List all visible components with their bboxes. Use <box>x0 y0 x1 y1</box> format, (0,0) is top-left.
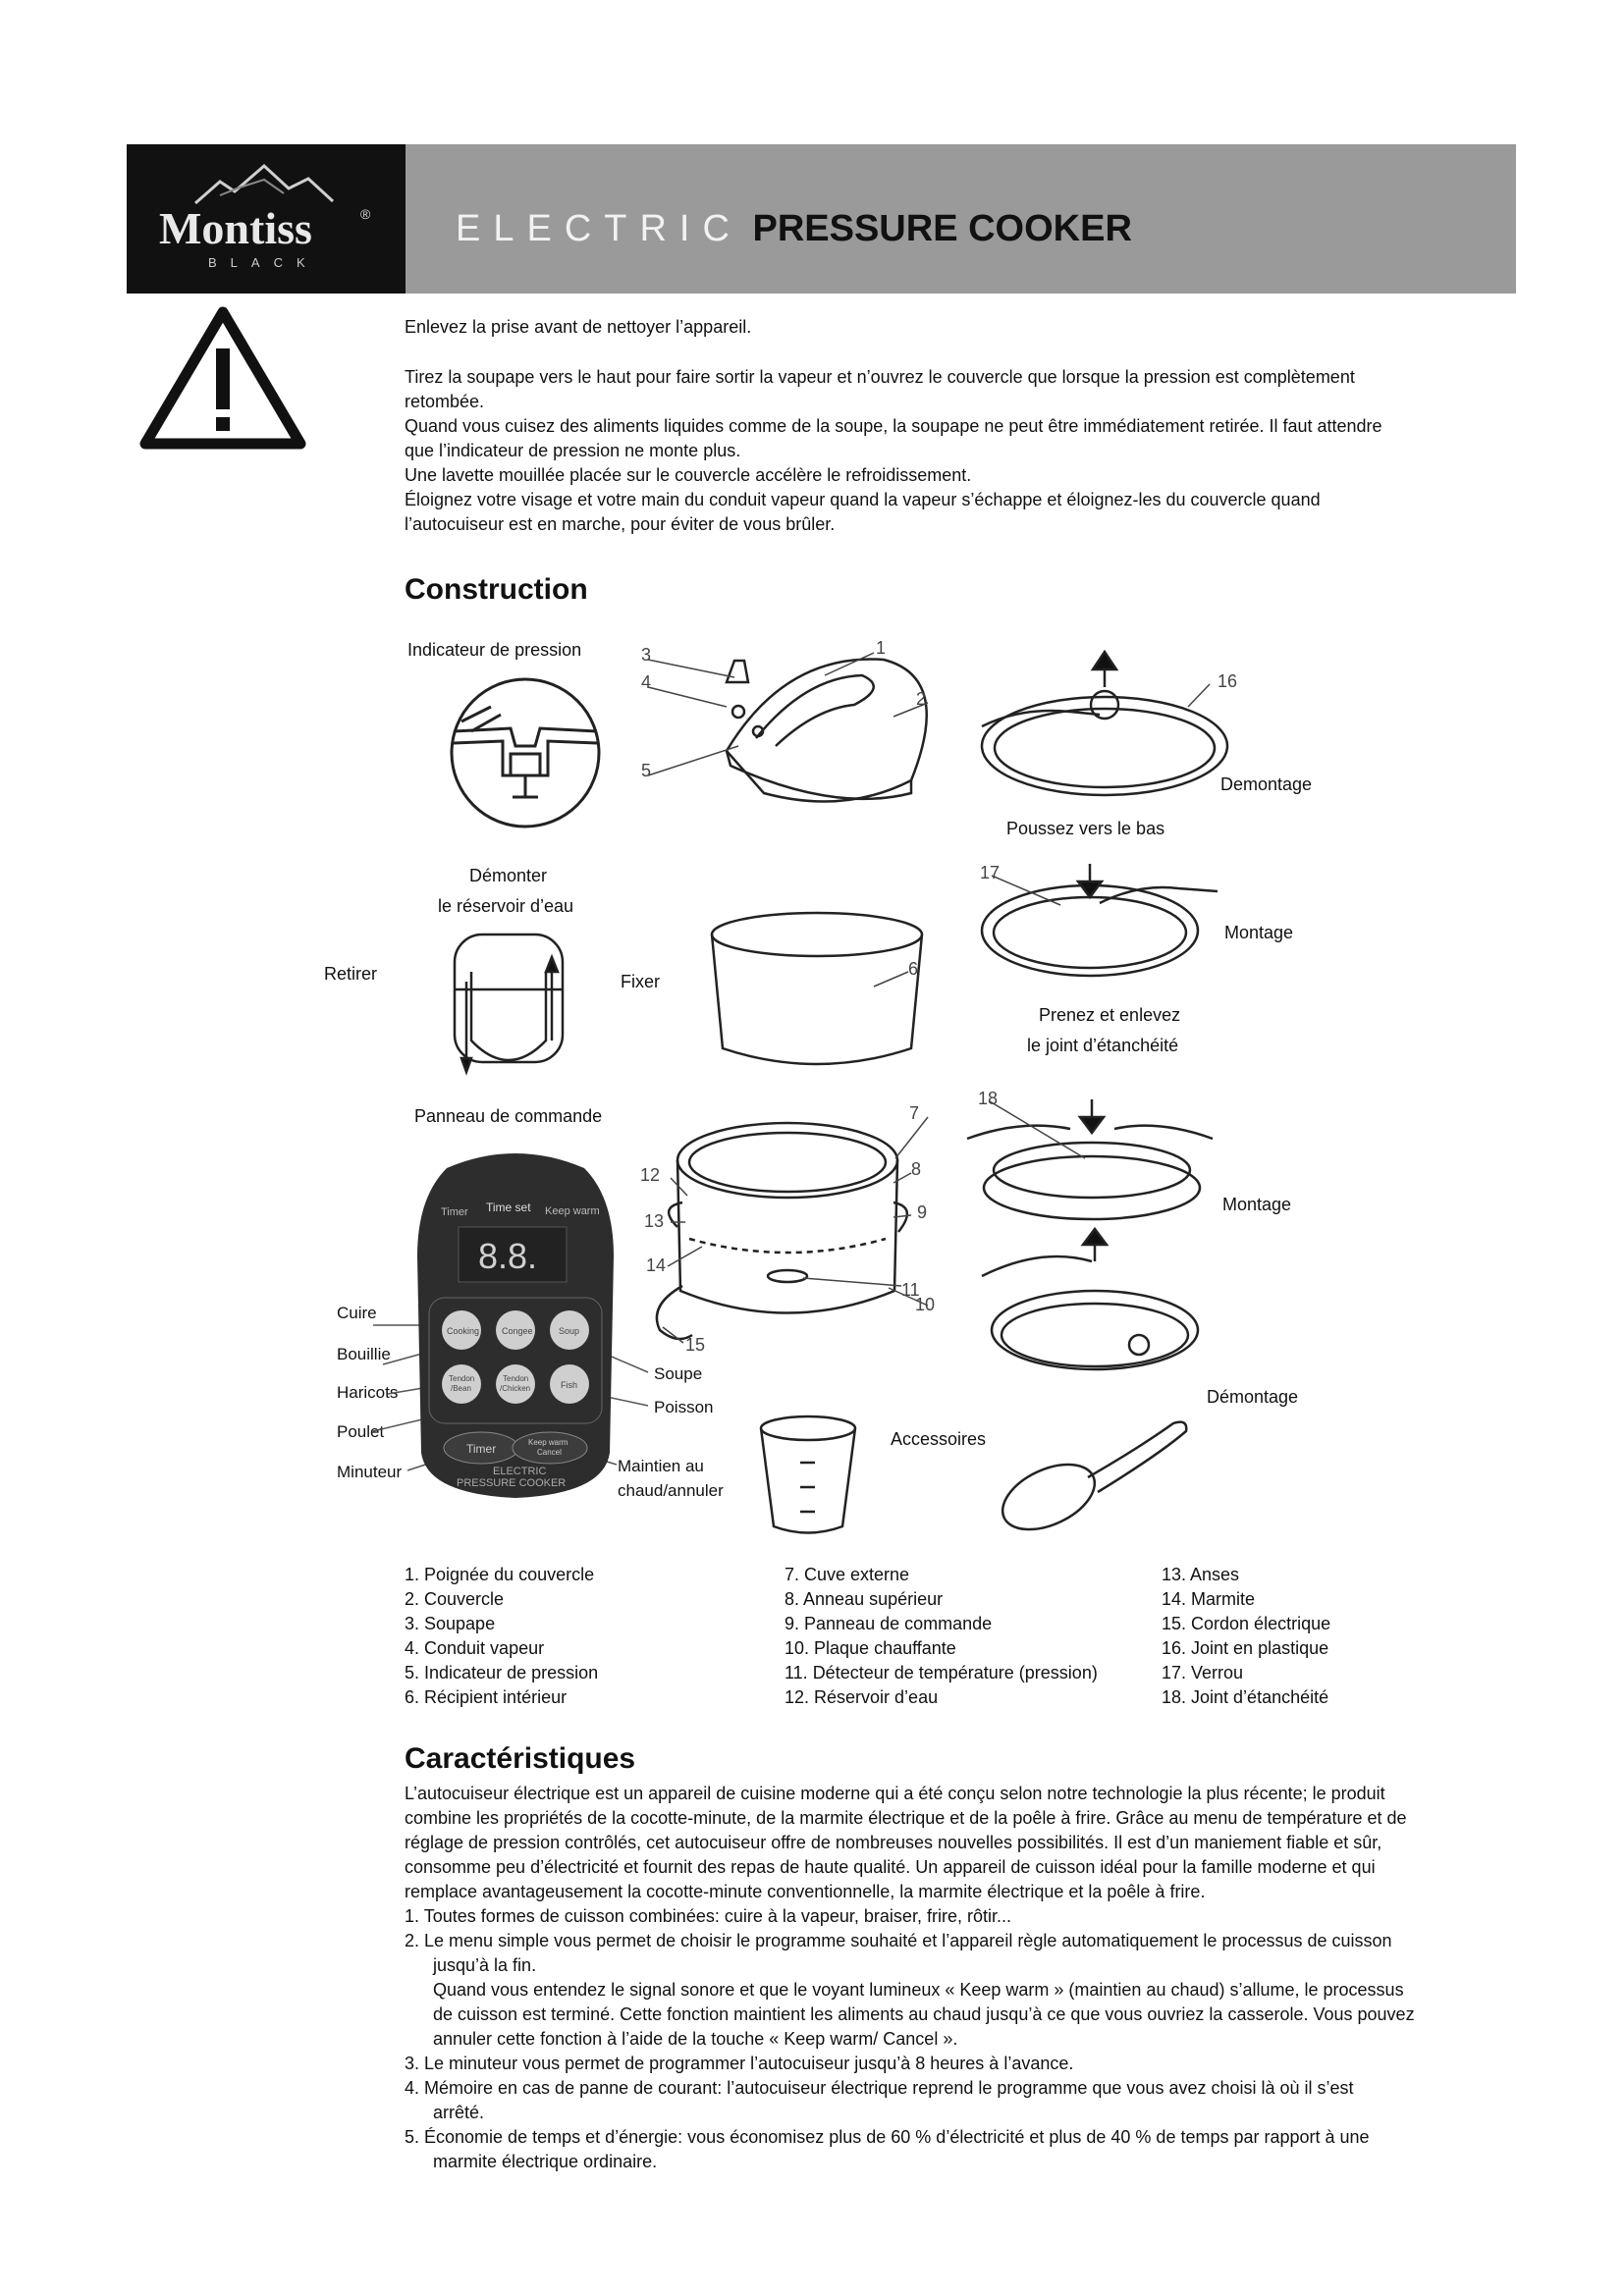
rice-spoon-drawing <box>993 1422 1186 1543</box>
soup-label: Soup <box>559 1326 580 1336</box>
label-maintien-1: Maintien au <box>618 1457 704 1475</box>
water-reservoir-drawing <box>455 934 563 1072</box>
features-line: réglage de pression contrôlés, cet autocuiseur offre de nombreuses nouvelles possibilités. Il est d’un maniement fiable et sûr, <box>405 1833 1382 1852</box>
label-maintien-2: chaud/annuler <box>618 1481 724 1500</box>
panel-keep-warm-label: Keep warm <box>545 1205 600 1217</box>
inner-pot-drawing <box>712 913 922 1064</box>
callout-5: 5 <box>641 761 652 780</box>
label-pressure-indicator: Indicateur de pression <box>407 640 582 660</box>
callout-3: 3 <box>641 645 652 665</box>
timer-button-label: Timer <box>466 1442 497 1456</box>
callout-10: 10 <box>915 1295 936 1314</box>
title-word-electric: ELECTRIC <box>456 208 742 249</box>
panel-display: 8.8. <box>478 1236 538 1276</box>
pressure-indicator-detail <box>452 679 599 827</box>
label-cuire: Cuire <box>337 1304 377 1322</box>
callout-11: 11 <box>901 1280 920 1300</box>
panel-time-set-label: Time set <box>486 1201 531 1214</box>
features-line: combine les propriétés de la cocotte-minute, de la marmite électrique et de la poêle à frire. Grâce au menu de température et de <box>405 1808 1407 1828</box>
warning-line: retombée. <box>405 392 485 411</box>
panel-brand-2: PRESSURE COOKER <box>457 1477 567 1489</box>
keep-warm-button-label-1: Keep warm <box>528 1438 568 1447</box>
features-line: annuler cette fonction à l’aide de la touche « Keep warm/ Cancel ». <box>433 2029 958 2049</box>
features-line: 5. Économie de temps et d’énergie: vous économisez plus de 60 % d’électricité et plus de 40 % de temps par rapport à une <box>405 2127 1370 2147</box>
callout-18: 18 <box>978 1089 999 1108</box>
sealing-demontage-drawing <box>982 652 1227 795</box>
callout-13: 13 <box>644 1211 665 1231</box>
callout-1: 1 <box>876 638 887 658</box>
label-haricots: Haricots <box>337 1383 399 1402</box>
label-accessoires: Accessoires <box>891 1429 987 1449</box>
features-line: consomme peu d’électricité et fournit des repas de haute qualité. Un appareil de cuisson idéal pour la famille moderne et qui <box>405 1857 1376 1877</box>
part-item: 14. Marmite <box>1162 1589 1256 1609</box>
part-item: 17. Verrou <box>1162 1663 1244 1682</box>
callout-15: 15 <box>685 1335 706 1355</box>
callout-7: 7 <box>909 1103 920 1123</box>
callout-6: 6 <box>908 959 919 979</box>
tendon-bean-label-1: Tendon <box>449 1374 475 1383</box>
warning-line: l’autocuiseur est en marche, pour éviter de vous brûler. <box>405 514 836 534</box>
features-line: Quand vous entendez le signal sonore et que le voyant lumineux « Keep warm » (maintien au chaud) s’allume, le processus <box>433 1980 1404 2000</box>
label-fixer: Fixer <box>621 972 660 991</box>
part-item: 3. Soupape <box>405 1614 496 1633</box>
warning-line: Une lavette mouillée placée sur le couvercle accélère le refroidissement. <box>405 465 972 485</box>
label-poisson: Poisson <box>654 1398 714 1416</box>
label-demontage-2: Démontage <box>1207 1387 1299 1407</box>
features-line: jusqu’à la fin. <box>433 1955 537 1975</box>
part-item: 13. Anses <box>1162 1565 1240 1584</box>
features-line: 1. Toutes formes de cuisson combinées: cuire à la vapeur, braiser, frire, rôtir... <box>405 1906 1011 1926</box>
features-line: L’autocuiseur électrique est un appareil de cuisine moderne qui a été conçu selon notre technologie la plus récente; le produit <box>405 1784 1385 1803</box>
callout-16: 16 <box>1218 671 1238 691</box>
callout-8: 8 <box>911 1159 922 1179</box>
measuring-cup-drawing <box>761 1416 855 1533</box>
features-line: remplace avantageusement la cocotte-minute conventionnelle, la marmite électrique et la poêle à frire. <box>405 1882 1206 1901</box>
part-item: 4. Conduit vapeur <box>405 1638 545 1658</box>
panel-timer-label: Timer <box>441 1206 468 1218</box>
callout-17: 17 <box>980 863 1001 882</box>
control-panel <box>417 1139 614 1500</box>
callout-4: 4 <box>641 672 652 692</box>
features-line: 2. Le menu simple vous permet de choisir le programme souhaité et l’appareil règle automatiquement le processus de cuisson <box>405 1931 1392 1950</box>
label-poussez: Poussez vers le bas <box>1006 819 1165 838</box>
part-item: 7. Cuve externe <box>785 1565 910 1584</box>
sealing-montage-drawing <box>982 864 1218 976</box>
part-item: 6. Récipient intérieur <box>405 1687 568 1707</box>
cooking-label: Cooking <box>447 1326 480 1336</box>
label-montage: Montage <box>1224 923 1294 942</box>
keep-warm-button-label-2: Cancel <box>537 1448 562 1457</box>
tendon-chicken-label-1: Tendon <box>503 1374 529 1383</box>
tendon-bean-label-2: /Bean <box>451 1384 471 1393</box>
features-line: 4. Mémoire en cas de panne de courant: l’autocuiseur électrique reprend le programme que vous avez choisi là où il s’est <box>405 2078 1354 2098</box>
part-item: 2. Couvercle <box>405 1589 505 1609</box>
warning-line: Quand vous cuisez des aliments liquides comme de la soupe, la soupape ne peut être immédiatement retirée. Il faut attendre <box>405 416 1382 436</box>
part-item: 11. Détecteur de température (pression) <box>785 1663 1098 1682</box>
callout-2: 2 <box>916 689 927 709</box>
warning-line: Éloignez votre visage et votre main du conduit vapeur quand la vapeur s’échappe et éloignez-les du couvercle quand <box>405 490 1321 509</box>
label-prenez-2: le joint d’étanchéité <box>1027 1036 1179 1055</box>
warning-line: que l’indicateur de pression ne monte plus. <box>405 441 741 460</box>
label-retirer: Retirer <box>324 964 378 984</box>
part-item: 15. Cordon électrique <box>1162 1614 1331 1633</box>
label-poulet: Poulet <box>337 1422 385 1441</box>
callout-9: 9 <box>917 1202 928 1222</box>
lid-drawing <box>727 660 927 802</box>
label-demontage: Demontage <box>1220 774 1313 794</box>
part-item: 12. Réservoir d’eau <box>785 1687 939 1707</box>
brand-registered: ® <box>360 206 371 222</box>
warning-line: Tirez la soupape vers le haut pour faire sortir la vapeur et n’ouvrez le couvercle que lorsque la pression est complètement <box>405 367 1355 387</box>
label-soupe: Soupe <box>654 1364 703 1383</box>
label-bouillie: Bouillie <box>337 1345 391 1363</box>
warning-line: Enlevez la prise avant de nettoyer l’appareil. <box>405 317 752 337</box>
label-prenez-1: Prenez et enlevez <box>1039 1005 1181 1025</box>
part-item: 5. Indicateur de pression <box>405 1663 599 1682</box>
congee-label: Congee <box>502 1326 533 1336</box>
outer-body-drawing <box>657 1123 907 1339</box>
part-item: 18. Joint d’étanchéité <box>1162 1687 1329 1707</box>
brand-subtitle: BLACK <box>208 255 319 270</box>
features-line: de cuisson est terminé. Cette fonction maintient les aliments au chaud jusqu’à ce que vous ouvriez la casserole. Vous pouvez <box>433 2004 1415 2024</box>
label-panneau: Panneau de commande <box>414 1106 603 1126</box>
fish-label: Fish <box>561 1380 578 1390</box>
part-item: 9. Panneau de commande <box>785 1614 993 1633</box>
gasket-demontage-drawing <box>982 1229 1198 1369</box>
features-line: 3. Le minuteur vous permet de programmer l’autocuiseur jusqu’à 8 heures à l’avance. <box>405 2054 1074 2073</box>
part-item: 1. Poignée du couvercle <box>405 1565 595 1584</box>
brand-name: Montiss <box>159 203 312 253</box>
gasket-montage-drawing <box>967 1099 1213 1219</box>
panel-brand-1: ELECTRIC <box>493 1466 547 1477</box>
construction-heading: Construction <box>405 573 588 606</box>
label-demonter-1: Démonter <box>469 866 548 885</box>
label-minuteur: Minuteur <box>337 1463 403 1481</box>
part-item: 10. Plaque chauffante <box>785 1638 956 1658</box>
part-item: 8. Anneau supérieur <box>785 1589 944 1609</box>
label-demonter-2: le réservoir d’eau <box>438 896 574 916</box>
label-montage-2: Montage <box>1222 1195 1292 1214</box>
title-word-pressure-cooker: PRESSURE COOKER <box>752 208 1132 249</box>
part-item: 16. Joint en plastique <box>1162 1638 1329 1658</box>
features-heading: Caractéristiques <box>405 1742 636 1775</box>
tendon-chicken-label-2: /Chicken <box>500 1384 531 1393</box>
callout-14: 14 <box>646 1255 667 1275</box>
callout-12: 12 <box>640 1165 661 1185</box>
features-line: arrêté. <box>433 2103 485 2122</box>
features-line: marmite électrique ordinaire. <box>433 2152 658 2171</box>
